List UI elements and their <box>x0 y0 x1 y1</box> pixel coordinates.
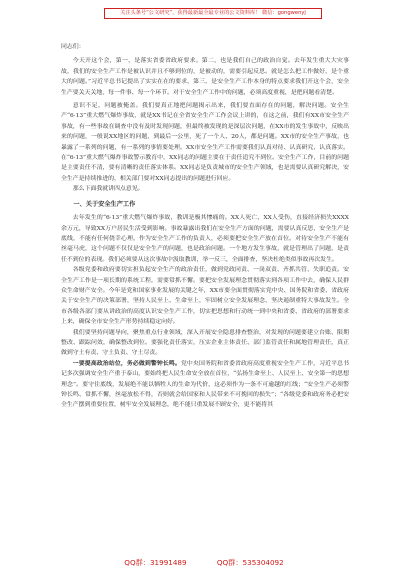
document-body <box>61 42 349 411</box>
intro-paragraph-3: 那么下面我就讲四点意见。 <box>72 186 144 193</box>
section-paragraph-1: 去年发生的“6·13”重大燃气爆炸事故，教训是极其惨痛的。XX人死亡，XX人受伤，直接经济损失XXXX余万元，导致XX万户居民生活受到影响。事故暴露出我们在安全生产方面的问题，需要认真反思，安全生产是底线，不能有任何侥幸心理。作为安全生产工作的负责人，必须要把安全生产放在首位。对待安全生产不能有丝毫马虎，这个问题不仅仅是安全生产的问题，也是政治问题。一个地方发生事故，就是管理出了问题，是责任不到位的表现。我们必须要从这次事故中汲取教训，举一反三，全面排查，坚决杜绝类似事故再次发生。 <box>61 215 349 263</box>
bold-lead-rest: 党中央国务院和省委省政府高度重视安全生产工作，习近平总书记多次强调安全生产重于泰山，要始终把人民生命安全放在首位，“弘扬生命至上、人民至上、安全第一的思想理念”。要守住底线，发展绝不能以牺牲人的生命为代价，这必须作为一条不可逾越的红线；“安全生产必须警钟长鸣、常抓不懈，丝毫放松不得，否则就会给国家和人民带来不可挽回的损失”；“各级党委和政府务必把安全生产摆到重要位置，树牢安全发展理念，绝不能只重发展不顾安全，更不能将其 <box>61 360 349 409</box>
footer-qq-group-2: QQ群：535304092 <box>216 558 284 567</box>
footer <box>0 558 408 568</box>
section-paragraph-3: 我们要坚持问题导向，聚焦重点行业领域，深入开展安全隐患排查整治，对发现的问题要建立台账、限期整改、跟踪问效，确保整改到位。要强化责任落实，压实企业主体责任、部门监管责任和属地管理责任，真正做到守土有责、守土负责、守土尽责。 <box>61 329 349 357</box>
bold-lead: 一要提高政治站位，务必做到警钟长鸣。 <box>72 359 181 367</box>
section-paragraph-2: 各级党委和政府要切实担负起安全生产的政治责任，做到党政同责、一岗双责、齐抓共管、失职追责。安全生产工作是一项长期的系统工程，需要常抓不懈。要把安全发展理念贯彻落实到各项工作中去，确保人民群众生命财产安全。今年是党和国家事业发展的关键之年，XX市要全面贯彻落实党中央、国务院和省委、省政府关于安全生产的决策部署，坚持人民至上、生命至上，牢固树立安全发展理念，坚决遏制重特大事故发生。全市各级各部门要从讲政治的高度认识安全生产工作，切实把思想和行动统一到中央和省委、省政府的部署要求上来，确保全市安全生产形势持续稳定向好。 <box>61 267 349 326</box>
header-banner <box>104 8 322 19</box>
footer-qq-group-1: QQ群：31991489 <box>124 558 187 567</box>
section-heading: 一、关于安全生产工作 <box>73 200 136 208</box>
bold-lead-paragraph <box>61 359 349 411</box>
intro-paragraph-2: 意识不足，问题被掩盖。我们要真正地把问题揭示出来，我们要直面存在的问题，解决问题。安全生产“6·13”重大燃气爆炸事故，就是XX书记在全省安全生产工作会议上讲的，在这之前，我们有XX市安全生产事故，有一些事故在调查中没有及时发现问题，但最终被发现的是深层次问题，在XX市的发生事故中，反映出来的问题，一般说XX地区的问题，到最后一公里，死了一个人、20人，都是问题。XX市的安全生产事故，也暴露了一系列的问题，有一系列的事情要处理。XX市安全生产工作需要我们认真对待、认真研究、认真落实。在“6·13”重大燃气爆炸事故警示教育中，XX同志的问题主要在于责任追究不到位。安全生产工作，目前的问题是主要责任不清，要有清晰的责任落实体系。XX同志是负责城市的安全生产领域，也是需要认真研究解决，安全生产是持续推进的，相关部门要对XX同志提出的问题进行回应。 <box>61 103 349 182</box>
greeting: 同志们： <box>61 44 85 50</box>
banner-text: 关注头条号“公文研究”，获得最新最全最专业的公文资料库！ 微信：gongwenyj <box>120 10 306 16</box>
intro-paragraph-1: 今天开这个会，第一，是落实省委省政府要求。第二，也是我们自己的政治自觉。去年发生重大大灾事故，我们的安全生产工作是被认识并且不够到位的，是被动的，需要引起反思。就是怎么把工作做好，是个重大的问题。”习近平总书记提出了实实在在的要求，第三，是安全生产工作本身的特点要求我们开这个会，安全生产要关天关地，每一件事、每一个环节。对于安全生产工作中的问题，必须高度重视，是把问题看清楚。 <box>61 58 349 96</box>
